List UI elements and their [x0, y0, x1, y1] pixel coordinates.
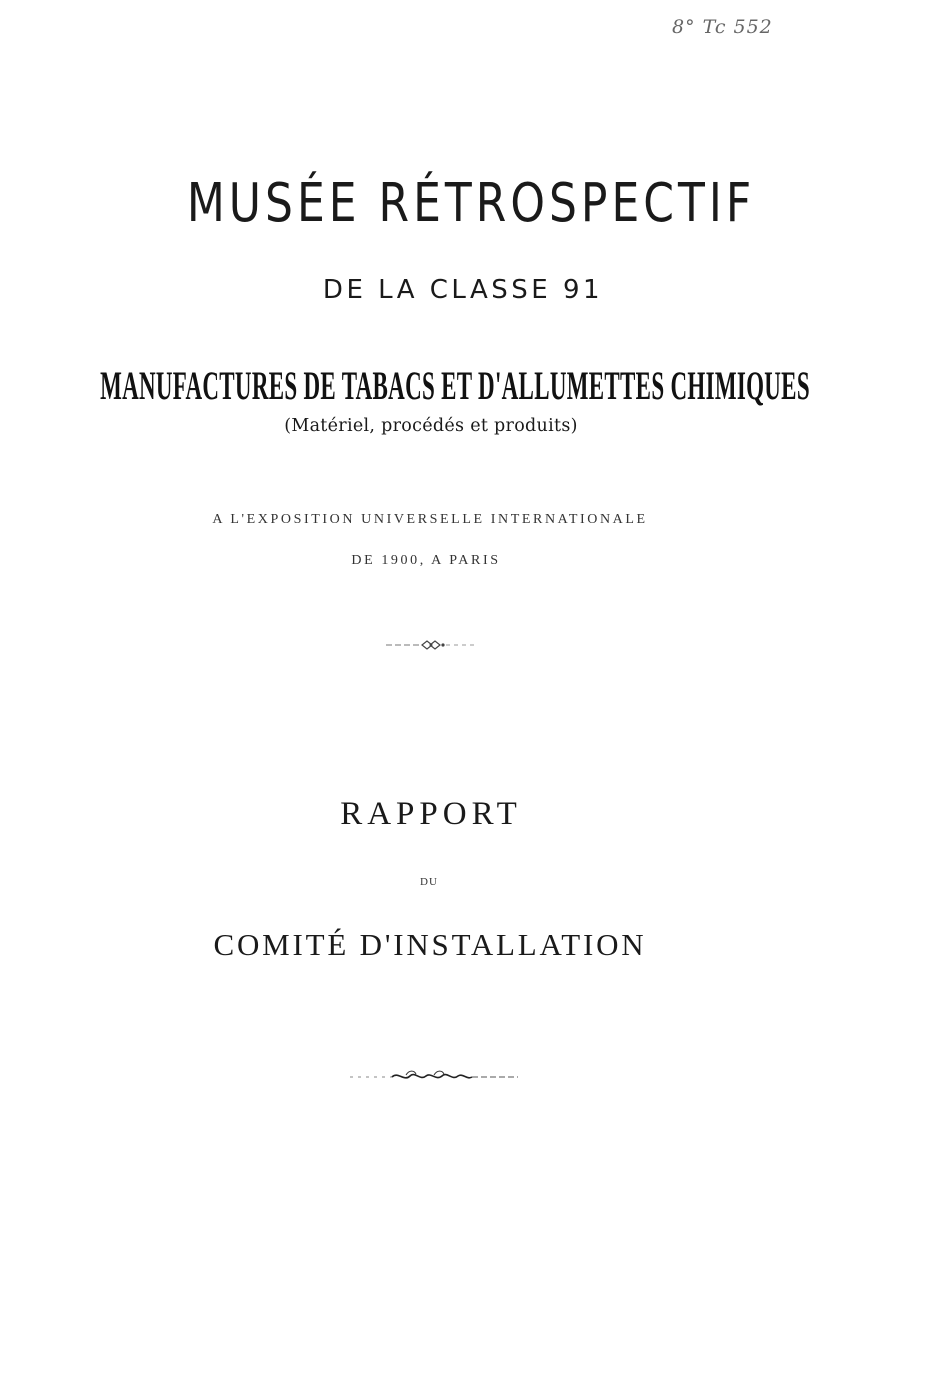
industries-title: MANUFACTURES DE TABACS ET D'ALLUMETTES CHIMIQUES	[100, 364, 810, 408]
exposition-line-1: A L'EXPOSITION UNIVERSELLE INTERNATIONALE	[212, 512, 648, 527]
class-subtitle: DE LA CLASSE 91	[322, 275, 604, 305]
committee-title: COMITÉ D'INSTALLATION	[213, 927, 647, 962]
industries-note: (Matériel, procédés et produits)	[284, 416, 578, 436]
flourish-divider-icon	[346, 1068, 522, 1084]
ornament-divider-icon	[384, 636, 480, 654]
library-shelfmark: 8° Tc 552	[672, 16, 773, 38]
museum-title: MUSÉE RÉTROSPECTIF	[186, 172, 756, 235]
exposition-line-2: DE 1900, A PARIS	[351, 553, 501, 568]
report-connector: DU	[420, 876, 438, 888]
report-title: RAPPORT	[340, 796, 522, 832]
